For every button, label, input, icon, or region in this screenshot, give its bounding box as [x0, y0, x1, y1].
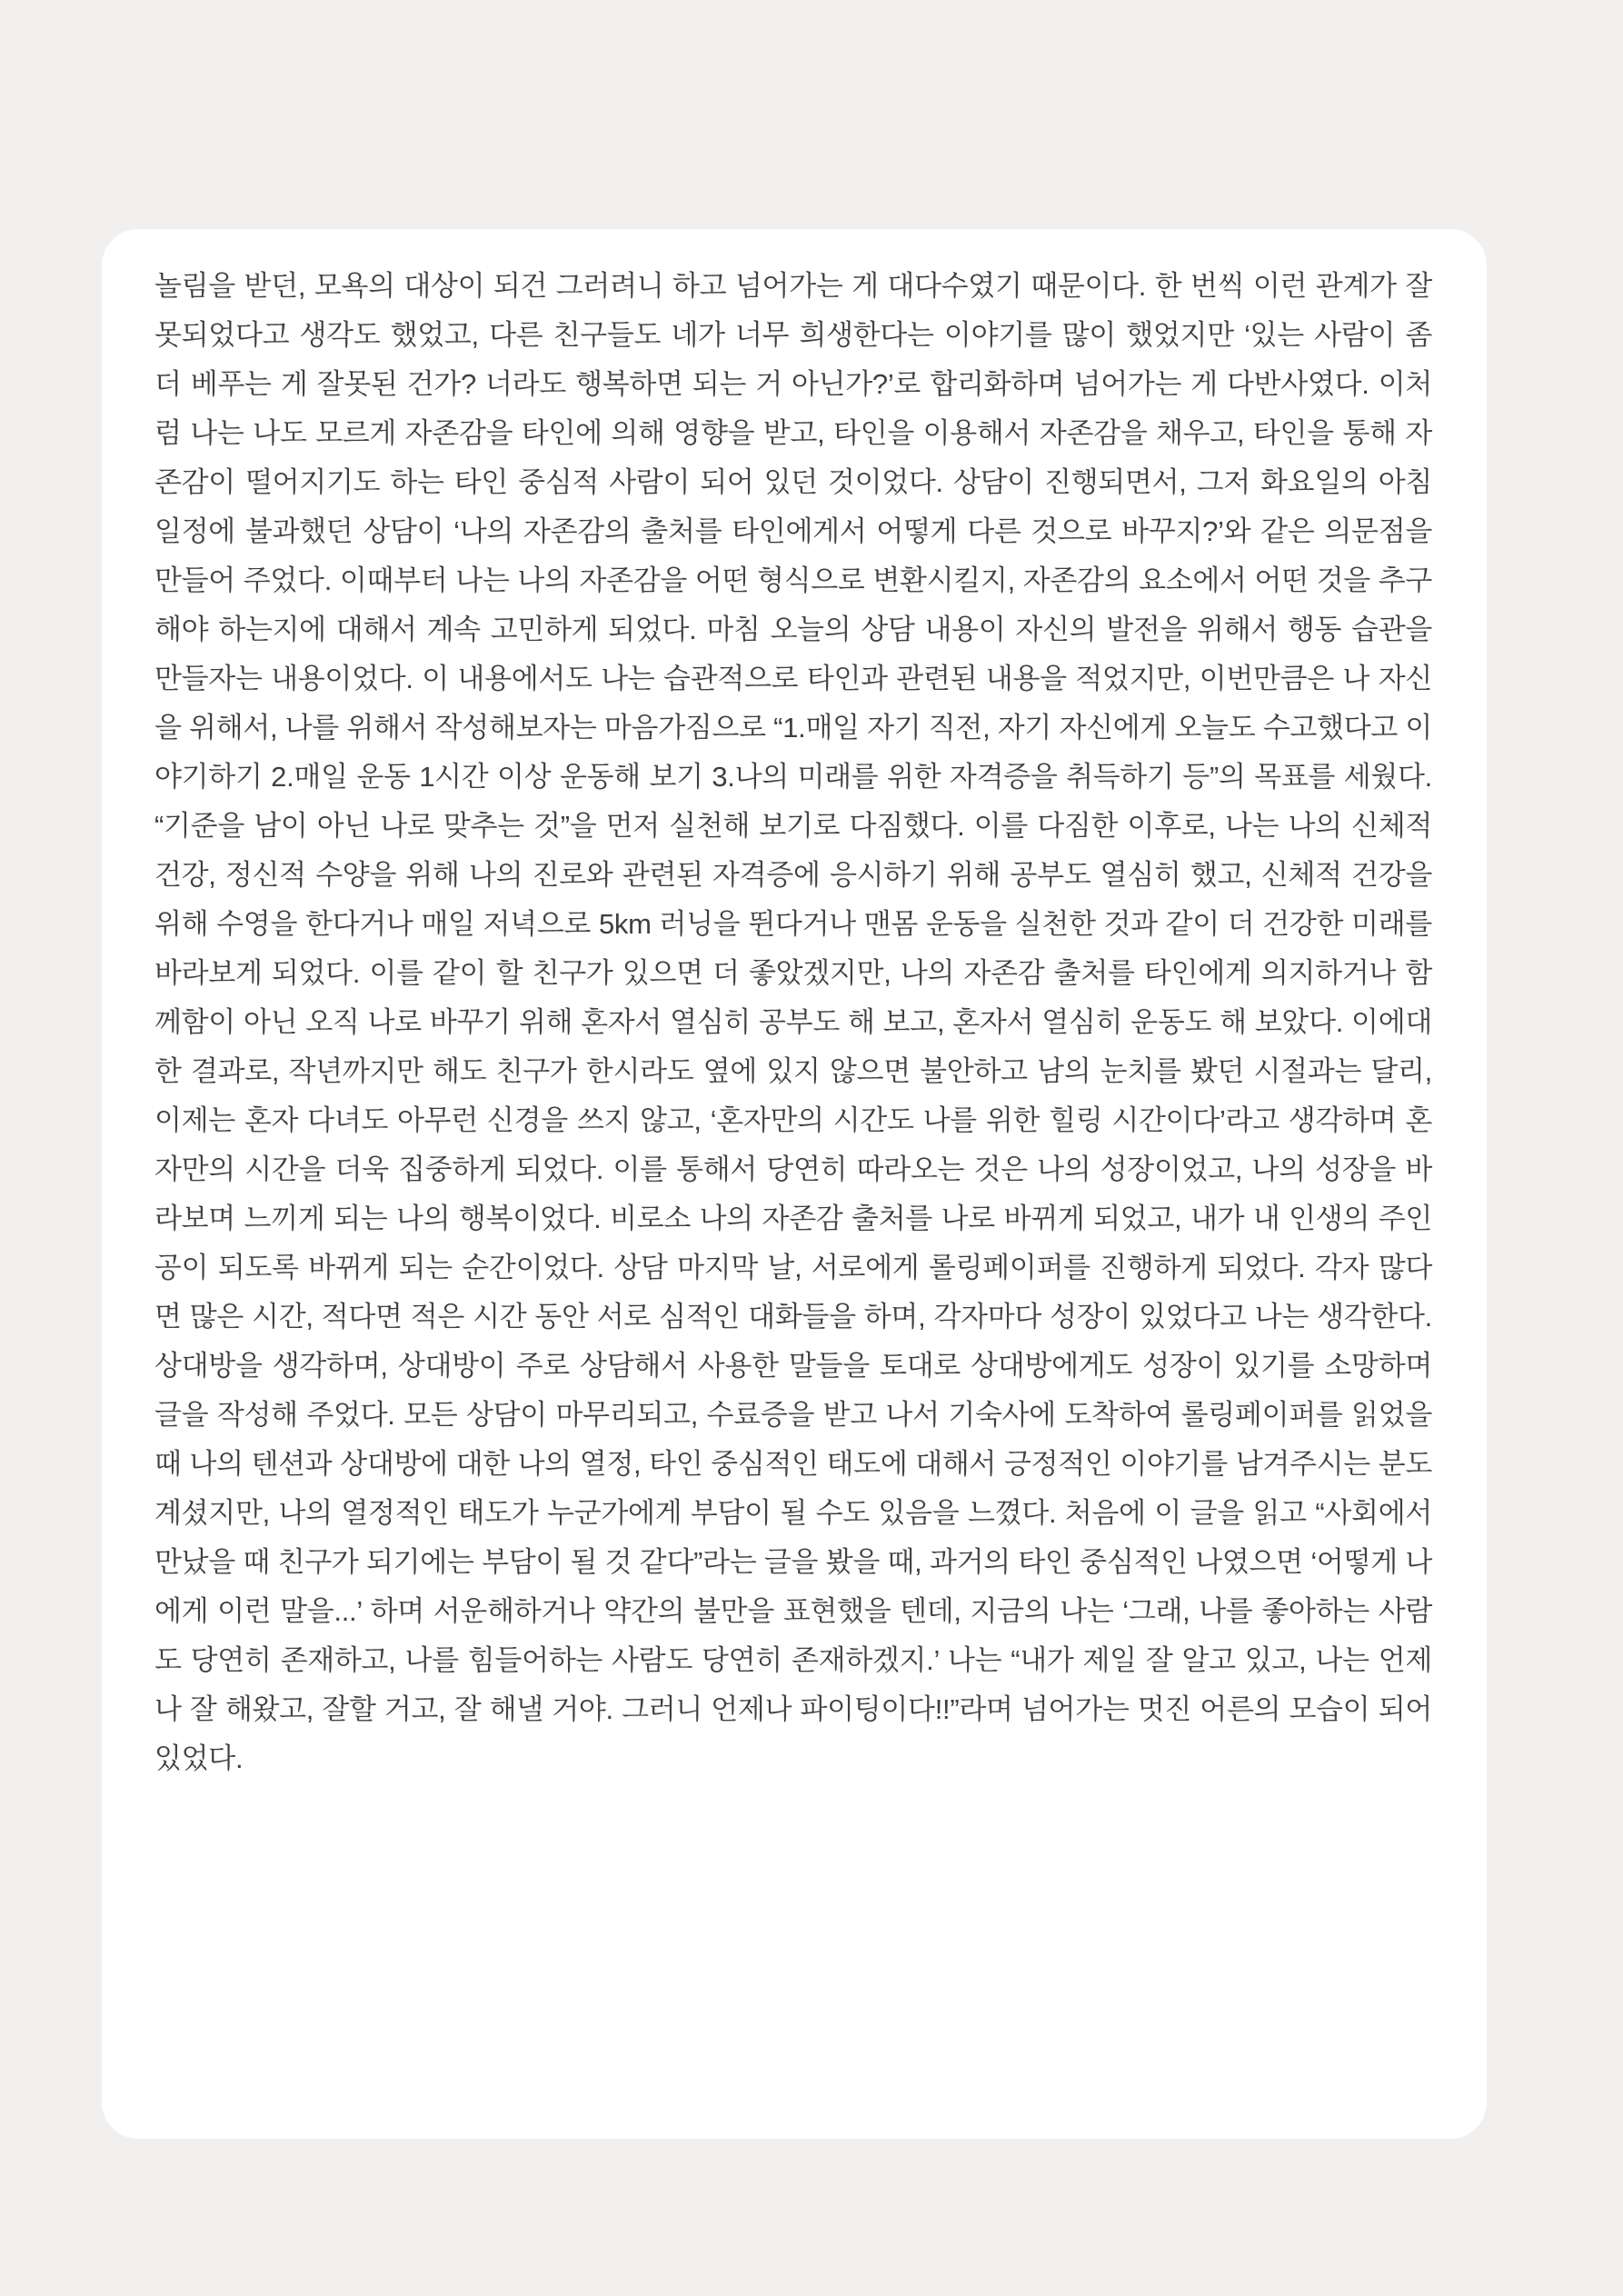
content-card: [102, 229, 1487, 2139]
essay-text: 놀림을 받던, 모욕의 대상이 되건 그러려니 하고 넘어가는 게 대다수였기 때문이다. 한 번씩 이런 관계가 잘못되었다고 생각도 했었고, 다른 친구들도 네가 너무 희생한다는 이야기를 많이 했었지만 ‘있는 사람이 좀 더 베푸는 게 잘못된 건가? 너라도 행복하면 되는 거 아닌가?’로 합리화하며 넘어가는 게 다반사였다. 이처럼 나는 나도 모르게 자존감을 타인에 의해 영향을 받고, 타인을 이용해서 자존감을 채우고, 타인을 통해 자존감이 떨어지기도 하는 타인 중심적 사람이 되어 있던 것이었다. 상담이 진행되면서, 그저 화요일의 아침 일정에 불과했던 상담이 ‘나의 자존감의 출처를 타인에게서 어떻게 다른 것으로 바꾸지?’와 같은 의문점을 만들어 주었다. 이때부터 나는 나의 자존감을 어떤 형식으로 변환시킬지, 자존감의 요소에서 어떤 것을 추구해야 하는지에 대해서 계속 고민하게 되었다. 마침 오늘의 상담 내용이 자신의 발전을 위해서 행동 습관을 만들자는 내용이었다. 이 내용에서도 나는 습관적으로 타인과 관련된 내용을 적었지만, 이번만큼은 나 자신을 위해서, 나를 위해서 작성해보자는 마음가짐으로 “1.매일 자기 직전, 자기 자신에게 오늘도 수고했다고 이야기하기 2.매일 운동 1시간 이상 운동해 보기 3.나의 미래를 위한 자격증을 취득하기 등”의 목표를 세웠다. “기준을 남이 아닌 나로 맞추는 것”을 먼저 실천해 보기로 다짐했다. 이를 다짐한 이후로, 나는 나의 신체적 건강, 정신적 수양을 위해 나의 진로와 관련된 자격증에 응시하기 위해 공부도 열심히 했고, 신체적 건강을 위해 수영을 한다거나 매일 저녁으로 5km 러닝을 뛴다거나 맨몸 운동을 실천한 것과 같이 더 건강한 미래를 바라보게 되었다. 이를 같이 할 친구가 있으면 더 좋았겠지만, 나의 자존감 출처를 타인에게 의지하거나 함께함이 아닌 오직 나로 바꾸기 위해 혼자서 열심히 공부도 해 보고, 혼자서 열심히 운동도 해 보았다. 이에대한 결과로, 작년까지만 해도 친구가 한시라도 옆에 있지 않으면 불안하고 남의 눈치를 봤던 시절과는 달리, 이제는 혼자 다녀도 아무런 신경을 쓰지 않고, ‘혼자만의 시간도 나를 위한 힐링 시간이다’라고 생각하며 혼자만의 시간을 더욱 집중하게 되었다. 이를 통해서 당연히 따라오는 것은 나의 성장이었고, 나의 성장을 바라보며 느끼게 되는 나의 행복이었다. 비로소 나의 자존감 출처를 나로 바뀌게 되었고, 내가 내 인생의 주인공이 되도록 바뀌게 되는 순간이었다. 상담 마지막 날, 서로에게 롤링페이퍼를 진행하게 되었다. 각자 많다면 많은 시간, 적다면 적은 시간 동안 서로 심적인 대화들을 하며, 각자마다 성장이 있었다고 나는 생각한다. 상대방을 생각하며, 상대방이 주로 상담해서 사용한 말들을 토대로 상대방에게도 성장이 있기를 소망하며 글을 작성해 주었다. 모든 상담이 마무리되고, 수료증을 받고 나서 기숙사에 도착하여 롤링페이퍼를 읽었을 때 나의 텐션과 상대방에 대한 나의 열정, 타인 중심적인 태도에 대해서 긍정적인 이야기를 남겨주시는 분도 계셨지만, 나의 열정적인 태도가 누군가에게 부담이 될 수도 있음을 느꼈다. 처음에 이 글을 읽고 “사회에서 만났을 때 친구가 되기에는 부담이 될 것 같다”라는 글을 봤을 때, 과거의 타인 중심적인 나였으면 ‘어떻게 나에게 이런 말을...’ 하며 서운해하거나 약간의 불만을 표현했을 텐데, 지금의 나는 ‘그래, 나를 좋아하는 사람도 당연히 존재하고, 나를 힘들어하는 사람도 당연히 존재하겠지.’ 나는 “내가 제일 잘 알고 있고, 나는 언제나 잘 해왔고, 잘할 거고, 잘 해낼 거야. 그러니 언제나 파이팅이다!!”라며 넘어가는 멋진 어른의 모습이 되어 있었다.: [154, 270, 1432, 1774]
